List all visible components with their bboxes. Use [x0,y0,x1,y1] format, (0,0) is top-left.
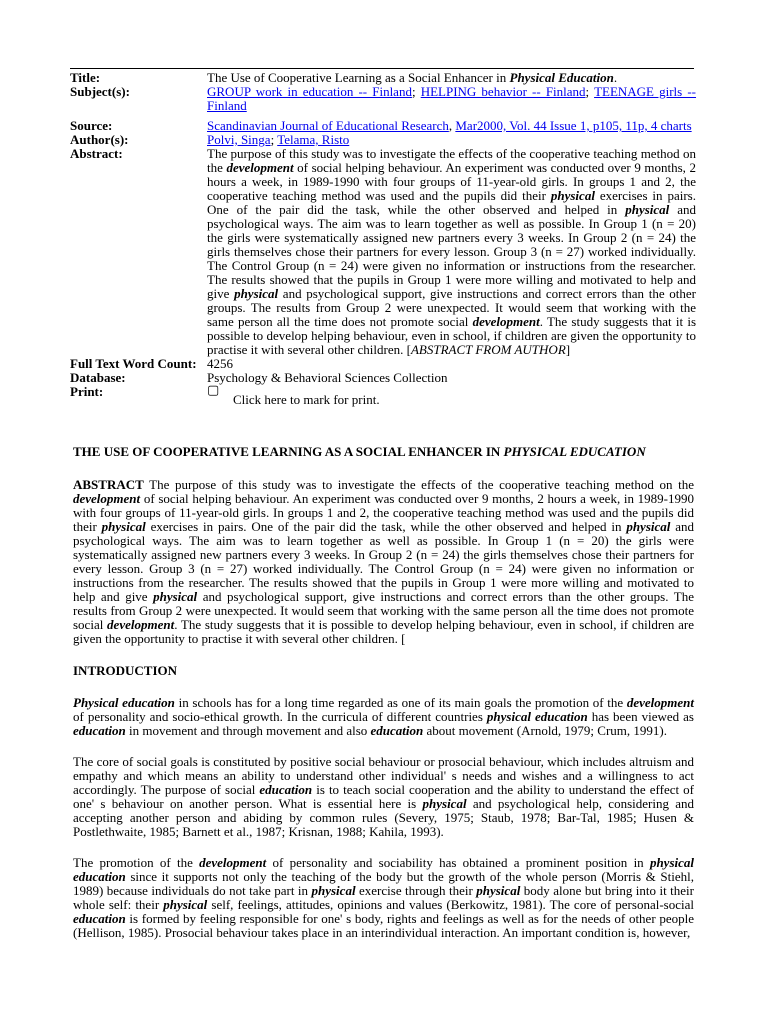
abstract-source-note: ABSTRACT FROM AUTHOR [410,342,566,357]
p1-seg: of personality and socio-ethical growth. In the curricula of different countries [73,709,487,724]
source-journal-link[interactable]: Scandinavian Journal of Educational Research [207,118,449,133]
article-title-emphasis: PHYSICAL EDUCATION [503,444,646,459]
article-title [73,444,694,460]
print-checkbox-icon[interactable]: ▢ [207,382,220,397]
database-label: Database: [70,370,126,385]
title-row [70,71,696,85]
abstract-emph: physical [234,286,279,301]
p3-seg: education [73,911,126,926]
p3-seg: since it supports not only the teaching of the body but the growth of the whole person (Morris & Stiehl, 1989) because individuals do not take part in [73,869,694,898]
abstract-seg: and psychological ways. The aim was to learn together as well as possible. In Group 1 (n = 20) the girls were systematically assigned new partners every 3 weeks. In Group 2 (n = 24) the girls themselves chose their partners for every lesson. Group 3 (n = 27) worked individually. The Control Group (n = 24) were given no information or instructions from the researcher. The results showed that the pupils in Group 1 were more willing and motivated to help and give [207,202,696,301]
database-value: Psychology & Behavioral Sciences Collection [207,370,448,385]
source-value: Scandinavian Journal of Educational Research, Mar2000, Vol. 44 Issue 1, p105, 11p, 4 charts [207,118,692,133]
intro-paragraph-2 [73,755,694,839]
intro-paragraph-1 [73,696,694,738]
authors-label: Author(s): [70,132,129,147]
print-mark-link[interactable]: Click here to mark for print. [233,392,380,407]
abstract-seg: The purpose of this study was to investigate the effects of the cooperative teaching method on the [149,477,694,492]
p2-seg: physical [422,796,467,811]
print-row [70,385,696,411]
abstract-seg: The purpose of this study was to investigate the effects of the cooperative teaching method on the [207,146,696,175]
subject-link-helping-behavior[interactable]: HELPING behavior -- Finland [420,84,586,99]
title-end: . [613,70,618,85]
author-link-polvi[interactable]: Polvi, Singa [207,132,271,147]
abstract-seg: . The study suggests that it is possible to develop helping behaviour, even in school, if children are given the opportunity to practise it with several other children. [ [73,617,695,646]
p2-seg: The core of social goals is constituted by positive social behaviour or prosocial behaviour, which includes altruism and empathy and which means an ability to understand other individual' s needs and wishes and a willingness to act accordingly. The purpose of social [73,754,694,797]
p1-seg: in schools has for a long time regarded as one of its main goals the promotion of the [174,695,627,710]
source-label: Source: [70,118,113,133]
abstract-row [70,147,696,357]
authors-value: Polvi, Singa; Telama, Risto [207,132,350,147]
p3-seg: self, feelings, attitudes, opinions and values (Berkowitz, 1981). The core of personal-social [207,897,694,912]
abstract-seg: and psychological support, give instructions and correct errors than the other groups. The results from Group 2 were unexpected. It would seem that working with the same person all the time does not promote social [207,286,696,329]
p2-seg: education [259,782,313,797]
fulltext-label: Full Text Word Count: [70,356,197,371]
p3-seg: physical [163,897,208,912]
article-abstract-paragraph [73,478,694,646]
abstract-emph: physical [550,188,595,203]
p1-seg: education [370,723,424,738]
abstract-seg: and psychological ways. The aim was to learn together as well as possible. In Group 1 (n = 20) the girls were systematically assigned new partners every 3 weeks. In Group 2 (n = 24) the girls themselves chose their partners for every lesson. Group 3 (n = 27) worked individually. The Control Group (n = 24) were given no information or instructions from the researcher. The results showed that the pupils in Group 1 were more willing and motivated to help and give [73,519,694,604]
p1-seg: Physical education [73,695,175,710]
p3-seg: exercise through their [355,883,477,898]
database-row [70,371,696,385]
p3-seg: of personality and sociability has obtained a prominent position in [266,855,650,870]
p3-seg: is formed by feeling responsible for one' s body, rights and feelings as well as for the needs of other people (Hellison, 1985). Prosocial behaviour takes place in an interindividual interaction. An important condition is, however, [73,911,694,940]
abstract-emph: development [472,314,540,329]
abstract-seg: and psychological support, give instructions and correct errors than the other groups. The results from Group 2 were unexpected. It would seem that working with the same person all the time does not promote social [73,589,694,632]
title-emphasis: Physical Education [509,70,614,85]
abstract-seg: exercises in pairs. One of the pair did the task, while the other observed and helped in [207,188,696,217]
abstract-heading: ABSTRACT [73,477,144,492]
article-title-text: THE USE OF COOPERATIVE LEARNING AS A SOCIAL ENHANCER IN [73,444,504,459]
p1-seg: about movement (Arnold, 1979; Crum, 1991). [423,723,667,738]
abstract-emph: development [73,491,141,506]
p3-seg: development [199,855,267,870]
source-row [70,119,696,133]
subjects-label: Subject(s): [70,84,130,99]
p1-seg: in movement and through movement and also [125,723,371,738]
header-rule [70,68,694,69]
citation-table [70,71,696,411]
subject-link-group-work[interactable]: GROUP work in education -- Finland [207,84,412,99]
subjects-value: GROUP work in education -- Finland; HELPING behavior -- Finland; TEENAGE girls -- Finland [207,84,697,113]
p3-seg: physical [311,883,356,898]
abstract-seg: exercises in pairs. One of the pair did the task, while the other observed and helped in [145,519,627,534]
p1-seg: physical education [486,709,588,724]
introduction-heading: INTRODUCTION [73,663,178,678]
abstract-text [207,147,696,357]
source-issue-link[interactable]: Mar2000, Vol. 44 Issue 1, p105, 11p, 4 charts [455,118,692,133]
abstract-seg: of social helping behaviour. An experiment was conducted over 9 months, 2 hours a week, in 1989-1990 with four groups of 11-year-old girls. In groups 1 and 2, the cooperative teaching method was used and the pupils did their [207,160,696,203]
intro-paragraph-3 [73,856,694,940]
authors-row [70,133,696,147]
p1-seg: development [626,695,694,710]
abstract-emph: physical [153,589,198,604]
abstract-seg: ] [565,342,571,357]
fulltext-row [70,357,696,371]
p3-seg: physical education [73,855,694,884]
abstract-label: Abstract: [70,146,123,161]
p1-seg: has been viewed as [587,709,694,724]
p2-seg: is to teach social cooperation and the ability to understand the effect of one' s behaviour on another person. What is essential here is [73,782,694,811]
fulltext-value: 4256 [207,356,233,371]
author-link-telama[interactable]: Telama, Risto [277,132,350,147]
article-body [73,444,694,957]
abstract-emph: physical [626,519,671,534]
p3-seg: The promotion of the [73,855,200,870]
p2-seg: and psychological help, considering and accepting another person and abiding by common rules (Severy, 1975; Staub, 1978; Bar-Tal, 1985; Husen & Postlethwaite, 1985; Barnett et al., 1987; Krisnan, 1988; Kahila, 1993). [73,796,695,839]
title-value [207,71,696,85]
p1-seg: education [73,723,126,738]
p3-seg: body alone but bring into it their whole self: their [73,883,694,912]
print-value [207,382,696,411]
abstract-seg: . The study suggests that it is possible to develop helping behaviour, even in school, if children are given the opportunity to practise it with several other children. [ [207,314,696,357]
abstract-emph: development [107,617,175,632]
abstract-emph: physical [101,519,146,534]
title-label: Title: [70,70,101,85]
subject-link-teenage-girls[interactable]: TEENAGE girls -- Finland [207,84,697,113]
p3-seg: physical [476,883,521,898]
subjects-row [70,85,696,119]
title-text: The Use of Cooperative Learning as a Social Enhancer in [207,70,510,85]
abstract-emph: physical [625,202,670,217]
abstract-seg: of social helping behaviour. An experiment was conducted over 9 months, 2 hours a week, in 1989-1990 with four groups of 11-year-old girls. In groups 1 and 2, the cooperative teaching method was used and the pupils did their [73,491,694,534]
abstract-emph: development [226,160,294,175]
print-label: Print: [70,384,104,399]
